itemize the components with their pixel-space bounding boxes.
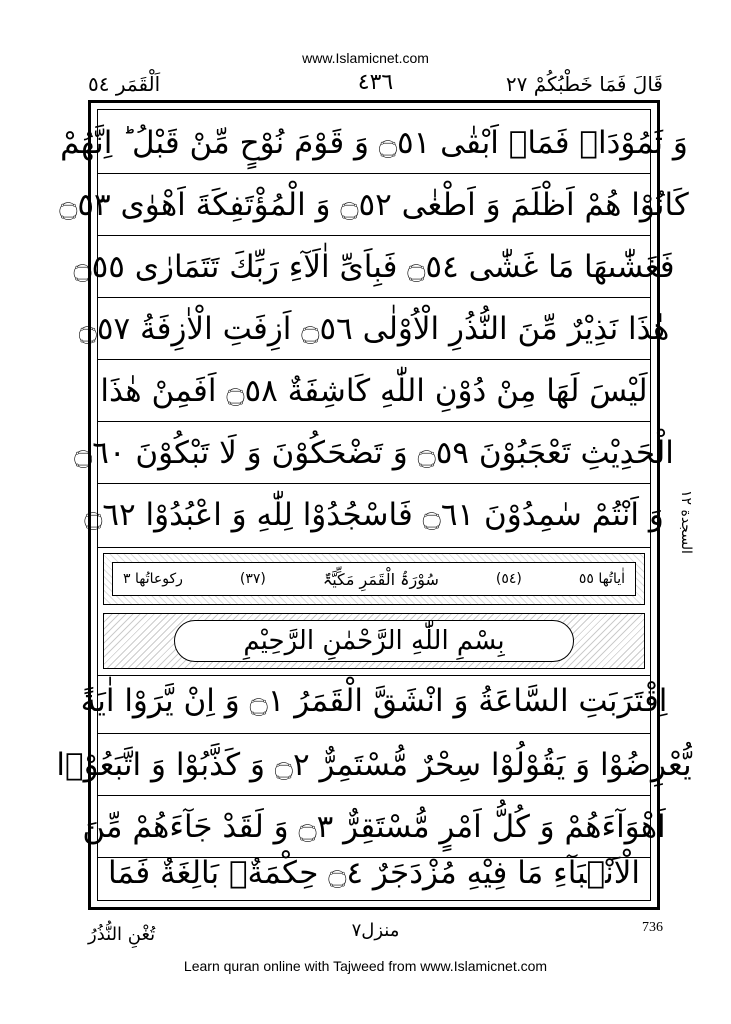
bismillah: بِسْمِ اللّٰهِ الرَّحْمٰنِ الرَّحِیْمِ <box>174 620 574 662</box>
verse-line-4: هٰذَا نَذِیْرٌ مِّنَ النُّذُرِ الْاُوْلٰى ۝٥٦ اَزِفَتِ الْاٰزِفَةُ ۝٥٧ <box>78 311 670 347</box>
surah-ayat-count: اٰیاتُها ٥٥ <box>578 571 625 587</box>
surah-order: (٣٧) <box>239 571 266 587</box>
line-divider <box>97 547 651 548</box>
verse-line-1: وَ ثَمُوْدَا۟ فَمَاۤ اَبْقٰى ۝٥١ وَ قَوْمَ نُوْحٍ مِّنْ قَبْلُ ؕ اِنَّهُمْ <box>60 125 688 161</box>
juz-title: قَالَ فَمَا خَطْبُكُمْ ٢٧ <box>505 72 663 96</box>
line-divider <box>97 359 651 360</box>
learn-quran-text: Learn quran online with Tajweed from www.Islamicnet.com <box>183 958 548 974</box>
surah-title: اَلْقَمَر ٥٤ <box>88 72 161 96</box>
page-arabic-number: ٤٣٦ <box>357 70 394 95</box>
surah-name: سُوْرَۃُ الْقَمَرِ مَکِّيَّۃٌ <box>322 569 439 589</box>
verse-line-11: الْاَنْۢبَآءِ مَا فِیْهِ مُزْدَجَرٌ ۝٤ حِكْمَةٌۢ بَالِغَةٌ فَمَا <box>107 855 641 891</box>
bismillah-band <box>103 613 645 669</box>
site-url: www.Islamicnet.com <box>302 50 429 66</box>
manzil-label: منزل٧ <box>351 920 400 941</box>
verse-line-6: الْحَدِیْثِ تَعْجَبُوْنَ ۝٥٩ وَ تَضْحَكُوْنَ وَ لَا تَبْكُوْنَ ۝٦٠ <box>74 435 674 471</box>
page-footer <box>88 920 663 950</box>
verse-line-8: اِقْتَرَبَتِ السَّاعَةُ وَ انْشَقَّ الْقَمَرُ ۝١ وَ اِنْ یَّرَوْا اٰیَةً <box>80 683 668 719</box>
surah-header-inner <box>112 562 636 596</box>
line-divider <box>97 297 651 298</box>
verse-line-10: اَهْوَآءَهُمْ وَ كُلُّ اَمْرٍ مُّسْتَقِرٌّ ۝٣ وَ لَقَدْ جَآءَهُمْ مِّنَ <box>82 809 666 845</box>
sajda-marker: السجدة ١٢ <box>678 490 694 554</box>
page-number: 736 <box>642 920 663 935</box>
verse-line-2: كَانُوْا هُمْ اَظْلَمَ وَ اَطْغٰى ۝٥٢ وَ الْمُؤْتَفِكَةَ اَهْوٰى ۝٥٣ <box>59 187 689 223</box>
line-divider <box>97 173 651 174</box>
verse-line-5: لَیْسَ لَهَا مِنْ دُوْنِ اللّٰهِ كَاشِفَةٌ ۝٥٨ اَفَمِنْ هٰذَا <box>100 373 648 409</box>
line-divider <box>97 795 651 796</box>
surah-header-band <box>103 553 645 605</box>
verse-line-3: فَغَشّٰىهَا مَا غَشّٰى ۝٥٤ فَبِاَیِّ اٰلَآءِ رَبِّكَ تَتَمَارٰى ۝٥٥ <box>73 249 675 285</box>
line-divider <box>97 235 651 236</box>
line-divider <box>97 421 651 422</box>
surah-ruku-count: رکوعاتُها ٣ <box>123 571 183 587</box>
line-divider <box>97 483 651 484</box>
line-divider <box>97 733 651 734</box>
page-header <box>88 70 663 100</box>
surah-number: (٥٤) <box>495 571 522 587</box>
catchword: تُغْنِ النُّذُرُ <box>88 924 156 945</box>
verse-line-9: یُّعْرِضُوْا وَ یَقُوْلُوْا سِحْرٌ مُّسْتَمِرٌّ ۝٢ وَ كَذَّبُوْا وَ اتَّبَعُوْۤا <box>56 747 692 783</box>
verse-line-7: وَ اَنْتُمْ سٰمِدُوْنَ ۝٦١ فَاسْجُدُوْا لِلّٰهِ وَ اعْبُدُوْا ۝٦٢ <box>84 497 664 533</box>
